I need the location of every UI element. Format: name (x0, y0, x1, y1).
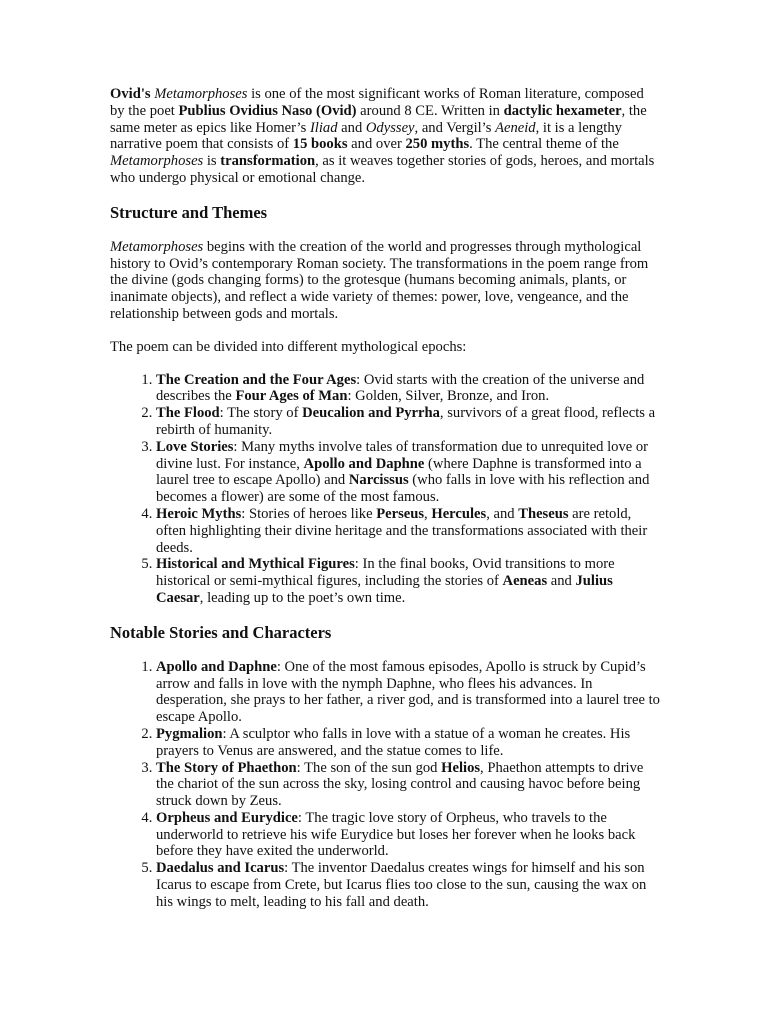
list-item-epoch: 1. The Creation and the Four Ages: Ovid starts with the creation of the universe and describes the Four Ages of Man: Golden, Silver, Bronze, and Iron. (156, 372, 660, 406)
bold-text: Ovid's (110, 86, 155, 102)
italic-text: Metamorphoses (110, 153, 204, 170)
list-item-epoch: 3. Love Stories: Many myths involve tales of transformation due to unrequited love or divine lust. For instance, Apollo and Daphne (where Daphne is transformed into a laurel tree to escape Apollo) and Narcissus (who falls in love with his reflection and becomes a flower) are some of the most famous. (156, 439, 660, 506)
bold-text: Apollo and Daphne (156, 658, 277, 675)
bold-text: Theseus (518, 505, 569, 522)
bold-text: The Flood (156, 405, 220, 422)
bold-text: Helios (441, 759, 481, 776)
notable-heading: Notable Stories and Characters (110, 622, 332, 642)
bold-text: The Creation and the Four Ages (156, 371, 357, 388)
bold-text: Hercules (431, 505, 487, 522)
list-item-epoch: 2. The Flood: The story of Deucalion and Pyrrha, survivors of a great flood, reflects a rebirth of humanity. (156, 405, 660, 439)
bold-text: The Story of Phaethon (156, 759, 297, 776)
intro-paragraph: Ovid's Metamorphoses is one of the most significant works of Roman literature, composed by the poet Publius Ovidius Naso (Ovid) around 8 CE. Written in dactylic hexameter, the same meter as epics like Homer’s Iliad and Odyssey, and Vergil’s Aeneid, it is a lengthy narrative poem that consists of 15 books and over 250 myths. The central theme of the Metamorphoses is transformation, as it weaves together stories of gods, heroes, and mortals who undergo physical or emotional change. (110, 86, 655, 186)
epochs-intro: The poem can be divided into different mythological epochs: (110, 338, 467, 355)
bold-text: Narcissus (348, 472, 409, 489)
bold-text: dactylic hexameter (503, 102, 622, 119)
bold-text: Daedalus and Icarus (156, 860, 285, 877)
structure-heading: Structure and Themes (110, 202, 268, 222)
bold-text: Publius Ovidius Naso (Ovid) (178, 102, 357, 119)
italic-text: Metamorphoses (154, 86, 248, 102)
bold-text: Orpheus and Eurydice (156, 809, 298, 826)
list-item-story: 5. Daedalus and Icarus: The inventor Daedalus creates wings for himself and his son Icarus to escape from Crete, but Icarus flies too close to the sun, causing the wax on his wings to melt, leading to his fall and death. (156, 860, 660, 910)
list-item-epoch: 4. Heroic Myths: Stories of heroes like Perseus, Hercules, and Theseus are retold, often highlighting their divine heritage and the transformations associated with their deeds. (156, 506, 660, 556)
list-item-story: 2. Pygmalion: A sculptor who falls in love with a statue of a woman he creates. His prayers to Venus are answered, and the statue comes to life. (156, 726, 660, 760)
bold-text: Pygmalion (156, 725, 223, 742)
bold-text: transformation (220, 153, 316, 170)
document-body (110, 86, 660, 911)
structure-paragraph: Metamorphoses begins with the creation of the world and progresses through mythological history to Ovid’s contemporary Roman society. The transformations in the poem range from the divine (gods changing forms) to the grotesque (humans becoming animals, plants, or inanimate objects), and reflect a wide variety of themes: power, love, vengeance, and the relationship between gods and mortals. (110, 238, 649, 322)
epochs-list (110, 372, 660, 607)
italic-text: Aeneid (495, 119, 536, 136)
bold-text: Love Stories (156, 438, 234, 455)
italic-text: Metamorphoses (110, 238, 204, 255)
bold-text: Perseus (376, 505, 425, 522)
notable-list (110, 659, 660, 911)
italic-text: Odyssey (365, 119, 415, 136)
list-item-story: 4. Orpheus and Eurydice: The tragic love story of Orpheus, who travels to the underworld to retrieve his wife Eurydice but loses her forever when he looks back before they have exited the underworld. (156, 810, 660, 860)
bold-text: Apollo and Daphne (303, 455, 425, 472)
bold-text: 250 myths (405, 136, 470, 153)
bold-text: 15 books (292, 136, 348, 153)
list-item-epoch: 5. Historical and Mythical Figures: In the final books, Ovid transitions to more historical or semi-mythical figures, including the stories of Aeneas and Julius Caesar, leading up to the poet’s own time. (156, 556, 660, 606)
bold-text: Historical and Mythical Figures (156, 556, 355, 573)
bold-text: Four Ages of Man (235, 388, 348, 405)
bold-text: Heroic Myths (156, 505, 242, 522)
bold-text: Aeneas (502, 573, 548, 590)
italic-text: Iliad (309, 119, 338, 136)
list-item-story: 3. The Story of Phaethon: The son of the sun god Helios, Phaethon attempts to drive the chariot of the sun across the sky, losing control and causing havoc before being struck down by Zeus. (156, 760, 660, 810)
bold-text: Deucalion and Pyrrha (302, 405, 440, 422)
bold-text: Julius Caesar (156, 573, 613, 606)
list-item-story: 1. Apollo and Daphne: One of the most famous episodes, Apollo is struck by Cupid’s arrow and falls in love with the nymph Daphne, who flees his advances. In desperation, she prays to her father, a river god, and is transformed into a laurel tree to escape Apollo. (156, 659, 660, 726)
